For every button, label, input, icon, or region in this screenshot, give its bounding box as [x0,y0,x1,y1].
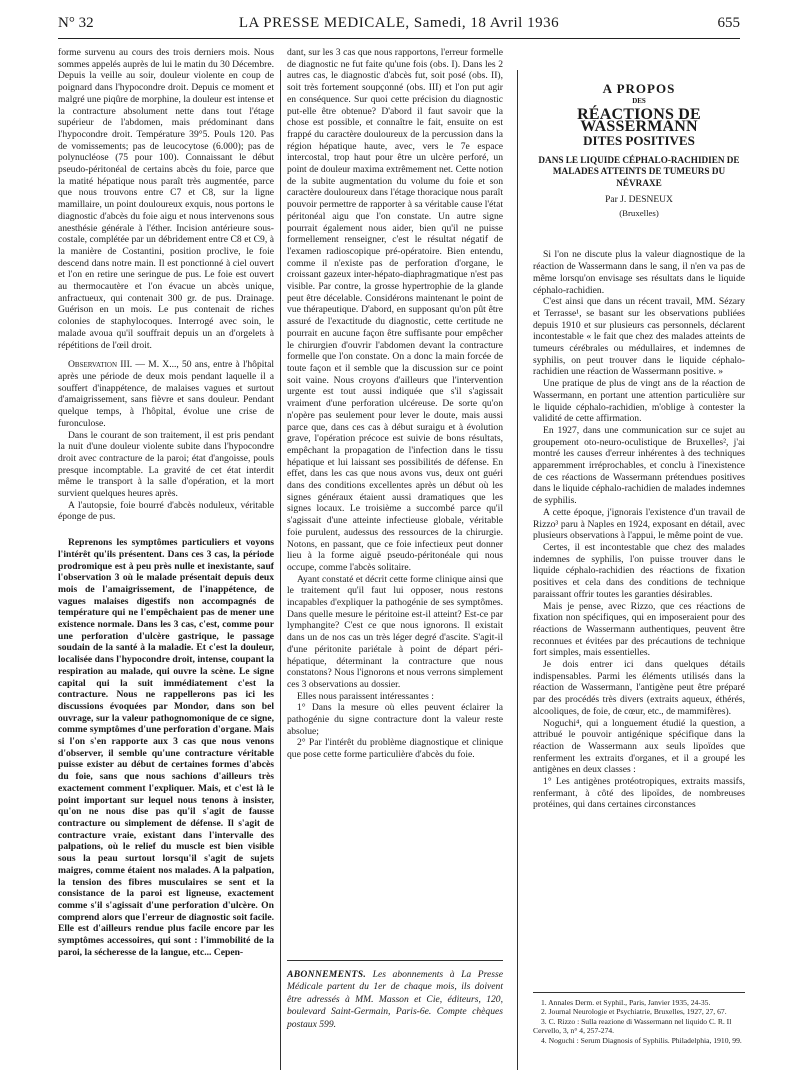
paragraph: A l'autopsie, foie bourré d'abcès noduleux, véritable éponge de pus. [58,499,274,523]
running-header [58,12,740,39]
paragraph: Si l'on ne discute plus la valeur diagnostique de la réaction de Wassermann dans le sang, il n'en va pas de même lorsqu'on envisage ses résultats dans le liquide céphalo-rachidien. [533,249,745,296]
journal-title: LA PRESSE MEDICALE, Samedi, 18 Avril 1936 [238,15,560,31]
observation-label: Observation III. [68,359,133,371]
paragraph: 2° Par l'intérêt du problème diagnostique et clinique que pose cette forme particulière d'abcès du foie. [287,737,503,761]
paragraph: Dans le courant de son traitement, il est pris pendant la nuit d'une douleur violente subite dans l'hypocondre droit avec contracture de la paroi; état d'angoisse, pouls presque incomptable. La gravité de cet état interdit même le transport à la salle d'opération, et la mort survient quelques heures après. [58,429,274,500]
subscription-text: Les abonnements à La Presse Médicale partent du 1er de chaque mois, ils doivent être adressés à MM. Masson et Cie, éditeurs, 120, boulevard Saint-Germain, Paris-6e. Compte chèques postaux 599. [287,969,503,1030]
paragraph: 1° Dans la mesure où elles peuvent éclairer la pathogénie du signe contracture dont la valeur reste absolue; [287,702,503,737]
article-subtitle: DITES POSITIVES [583,132,695,148]
article-author: Par J. DESNEUX [605,195,673,206]
footnote: 2. Journal Neurologie et Psychiatrie, Bruxelles, 1927, 27, 67. [541,1007,727,1017]
footnote: 4. Noguchi : Serum Diagnosis of Syphilis. Philadelphia, 1910, 99. [541,1035,742,1045]
article-heading [533,83,745,219]
footnote: 3. C. Rizzo : Sulla reazione di Wassermann nel liquido C. R. Il Cervello, 3, n° 4, 257-274. [533,1016,732,1036]
paragraph: A cette époque, j'ignorais l'existence d'un travail de Rizzo³ paru à Naples en 1924, exposant en détail, avec plusieurs observations à l'appui, le même point de vue. [533,506,745,542]
paragraph: Une pratique de plus de vingt ans de la réaction de Wassermann, en portant une attention particulière sur le liquide céphalo-rachidien, m'oblige à contester la validité de cette affirmation. [533,378,745,425]
article-kicker: A PROPOS [602,81,676,96]
paragraph: Je dois entrer ici dans quelques détails indispensables. Parmi les éléments utilisés dans la réaction de Wassermann, l'antigène peut être préparé par des procédés très divers (extraits aqueux, éthérés, alcooliques, de foie, de cœur, etc., de mammifères). [533,659,745,717]
paragraph: Reprenons les symptômes particuliers et voyons l'intérêt qu'ils présentent. Dans ces 3 cas, la période prodromique est à peu près nulle et inexistante, sauf l'observation 3 où le malade présentait depuis deux mois de l'amaigrissement, de l'inappétence, de vagues malaises digestifs non accompagnés de température qui ne l'empêchaient pas de mener une existence normale. Dans les 3 cas, c'est, comme pour une perforation d'ulcère gastrique, le passage soudain de la santé à la maladie. Et c'est la douleur, localisée dans l'hypocondre droit, intense, coupant la respiration au malade, qui ouvre la scène. Le signe capital qui la suit immédiatement c'est la contracture. Nous ne rappellerons pas ici les discussions évoquées par Mondor, dans son bel ouvrage, sur la valeur pathognomonique de ce signe, comme symptômes d'une perforation d'organe. Mais si l'on s'en rapporte aux 3 cas que nous venons d'observer, il semble qu'une contracture véritable puisse exister au début de certaines formes d'abcès du foie, sans que nous sachions d'ailleurs très exactement comment l'expliquer. Mais, et c'est là le point important sur lequel nous tenons à insister, qu'on ne nous dise pas qu'il s'agit de fausse contracture ou simplement de défense. Il s'agit de contracture vraie, existant dans l'intervalle des palpations, où le relief du muscle est bien visible sous la peau surtout lorsqu'il s'agit de sujets maigres, comme étaient nos malades. A la palpation, la tension des fibres musculaires se sent et la consistance de la paroi est ligneuse, exactement comme s'il s'agissait d'une perforation d'ulcère. On comprend alors que l'erreur de diagnostic soit facile. Elle est d'ailleurs rendue plus facile encore par les symptômes accessoires, qui sont : l'immobilité de la paroi, la sécheresse de la langue, etc... Cepen- [58,537,274,958]
footnote: 1. Annales Derm. et Syphil., Paris, Janvier 1935, 24-35. [541,998,711,1007]
paragraph: 1° Les antigènes protéotropiques, extraits massifs, renfermant, à côté des lipoïdes, de nombreuses protéines, qui dans certaines circonstances [533,776,745,811]
paragraph: Mais je pense, avec Rizzo, que ces réactions de fixation non spécifiques, qui en imposeraient pour des réactions de Wassermann authentiques, peuvent être reconnues et évitées par des précautions de technique fort simples, mais essentielles. [533,600,745,659]
column-rule-1 [280,70,281,1070]
footnotes [533,992,745,1045]
subscription-label: ABONNEMENTS. [287,969,367,980]
paragraph: En 1927, dans une communication sur ce sujet au groupement oto-neuro-oculistique de Bruxelles², j'ai montré les causes d'erreur inhérentes à des techniques apparemment irréprochables, et conclu à l'inexistence de ces réactions de Wassermann prétendues positives dans le liquide céphalo-rachidien de malades indemnes de syphilis. [533,424,745,507]
paragraph: dant, sur les 3 cas que nous rapportons, l'erreur formelle de diagnostic ne fut faite qu'une fois (obs. I). Dans les 2 autres cas, le diagnostic d'abcès fut, soit posé (obs. II), soit très fortement soupçonné (obs. III) et l'on put agir en conséquence. Sur quoi cette précision du diagnostic put-elle être obtenue? D'abord il faut savoir que la chose est possible, et connaître le fait, ensuite on est frappé du caractère douloureux de la percussion dans la région hépatique haute, avec, vers le 7e espace intercostal, trop haut pour être un ulcère perforé, un point de douleur maxima extrêmement net. Cette notion de la subite augmentation du volume du foie et son caractère douloureux dans l'étage thoracique nous paraît pouvoir permettre de rapporter à sa véritable cause l'état péritonéal aigu que l'on constate. Un autre signe pourrait également nous aider, bien qu'il ne puisse formellement renseigner, c'est le résultat négatif de l'examen radioscopique pré-opératoire. Bien entendu, comme il n'existe pas de perforation d'organe, le croissant gazeux inter-hépato-diaphragmatique n'est pas visible. Par contre, la grosse hypertrophie de la glande peut être décelable. Considérons maintenant le point de vue thérapeutique. D'abord, en supposant qu'on pût être assuré de l'exactitude du diagnostic, cette certitude ne pourrait en aucune façon être suffisante pour empêcher le chirurgien d'ouvrir l'abdomen devant la contracture formelle que l'on constate. On a donc la main forcée de toute façon et il semble que la discussion sur ce point soit vaine. Nous croyons d'ailleurs que l'intervention urgente est tout aussi indiquée que s'il s'agissait vraiment d'une perforation ulcéreuse. De sorte qu'on n'opère pas seulement pour lever le doute, mais aussi parce que, dans ces cas à début suraigu et à évolution grave, l'opération précoce est suivie de bons résultats, empêchant la propagation de l'infection dans le tissu hépatique et lui laissant ses possibilités de défense. En effet, dans les cas que nous avons vus, deux ont guéri dans des conditions excellentes après un début où les signes généraux étaient aussi dramatiques que les signes locaux. Le troisième a succombé parce qu'il s'agissait d'une atteinte infectieuse globale, véritable foie purulent, audessus des ressources de la chirurgie. Notons, en passant, que ce foie infectieux peut donner lieu à la forme aiguë pseudo-péritonéale qui nous occupe, comme l'abcès solitaire. [287,47,503,573]
page-number: 655 [717,15,740,31]
article-des: DES [632,96,646,105]
subscription-notice [287,960,503,1031]
paragraph: Ayant constaté et décrit cette forme clinique ainsi que le traitement qu'il faut lui opposer, nous restons incapables d'expliquer la pathogénie de ses symptômes. Dans quelle mesure le péritoine est-il atteint? Est-ce par lymphangite? C'est ce que nous ignorons. Il existait dans un de nos cas un très léger degré d'ascite. S'agit-il d'une péritonite pariétale à point de départ péri-hépatique, déterminant la contracture que nous constatons? Nous l'ignorons et nous verrons simplement ces 3 observations au dossier. [287,573,503,690]
article-deck: DANS LE LIQUIDE CÉPHALO-RACHIDIEN DE MALADES ATTEINTS DE TUMEURS DU NÉVRAXE [538,154,740,188]
observation-text: — M. X..., 50 ans, entre à l'hôpital après une période de deux mois pendant laquelle il a souffert d'inappétence, de malaises vagues et surtout d'amaigrissement, sans fièvre et sans douleur. Pendant quelque temps, à l'hôpital, évolue une crise de furonculose. [58,359,274,429]
paragraph: forme survenu au cours des trois derniers mois. Nous sommes appelés auprès de lui le matin du 30 Décembre. Depuis la veille au soir, douleur violente en coup de poignard dans l'hypocondre droit. Depuis ce moment et malgré une piqûre de morphine, la douleur est intense et la contracture absolument nette dans tout l'étage supérieur de l'abdomen, mais prédominant dans l'hypocondre droit. Température 39°5. Pouls 120. Pas de vomissements; pas de leucocytose (6.000); pas de polynucléose (75 pour 100). Connaissant le début pseudo-péritonéal de certains abcès du foie, parce que la matité hépatique nous paraît très augmentée, parce que nous trouvons entre C7 et C8, sur la ligne mamillaire, un point douloureux exquis, nous portons le diagnostic d'abcès du foie aigu et nous intervenons sous anesthésie générale à l'éther. Incision antérieure sous-costale, complétée par un débridement entre C8 et C9, à la manière de Costantini, position proclive, le foie descend dans notre main. Il est ponctionné à ciel ouvert et l'on en retire une seringue de pus. Le foie est ouvert au thermocautère et l'on évacue un abcès unique, anfractueux, qui contenait 300 gr. de pus. Drainage. Guérison en un mois. Le pus contenait de riches colonies de staphylocoques. Interrogé avec soin, le malade avoua qu'il souffrait depuis un an d'orgelets à répétitions de l'œil droit. [58,47,274,351]
article-affiliation: (Bruxelles) [619,207,659,218]
paragraph: C'est ainsi que dans un récent travail, MM. Sézary et Terrasse¹, se basant sur les observations publiées depuis 1910 et sur plusieurs cas personnels, déclarent incontestable « le fait que chez des malades atteints de tumeurs cérébrales ou médullaires, et indemnes de syphilis, on peut trouver dans le liquide céphalo-rachidien une réaction de Wassermann positive. » [533,296,745,378]
column-3 [533,47,745,811]
article-title: RÉACTIONS DE WASSERMANN [577,106,701,136]
paragraph: Elles nous paraissent intéressantes : [297,690,434,702]
paragraph [58,359,274,429]
paragraph: Certes, il est incontestable que chez des malades indemnes de syphilis, l'on puisse trouver dans le liquide céphalo-rachidien des réactions de fixation positives et cela dans des conditions de technique paraissant offrir toutes les garanties désirables. [533,542,745,600]
column-rule-2 [517,70,518,1070]
column-1 [58,47,274,958]
issue-number: N° 32 [58,15,94,31]
column-2 [287,47,503,761]
paragraph: Noguchi⁴, qui a longuement étudié la question, a attribué le pouvoir antigénique spécifique dans la réaction de Wassermann aux seuls lipoïdes que renferment les extraits d'organes, et il a groupé les antigènes en deux classes : [533,717,745,776]
